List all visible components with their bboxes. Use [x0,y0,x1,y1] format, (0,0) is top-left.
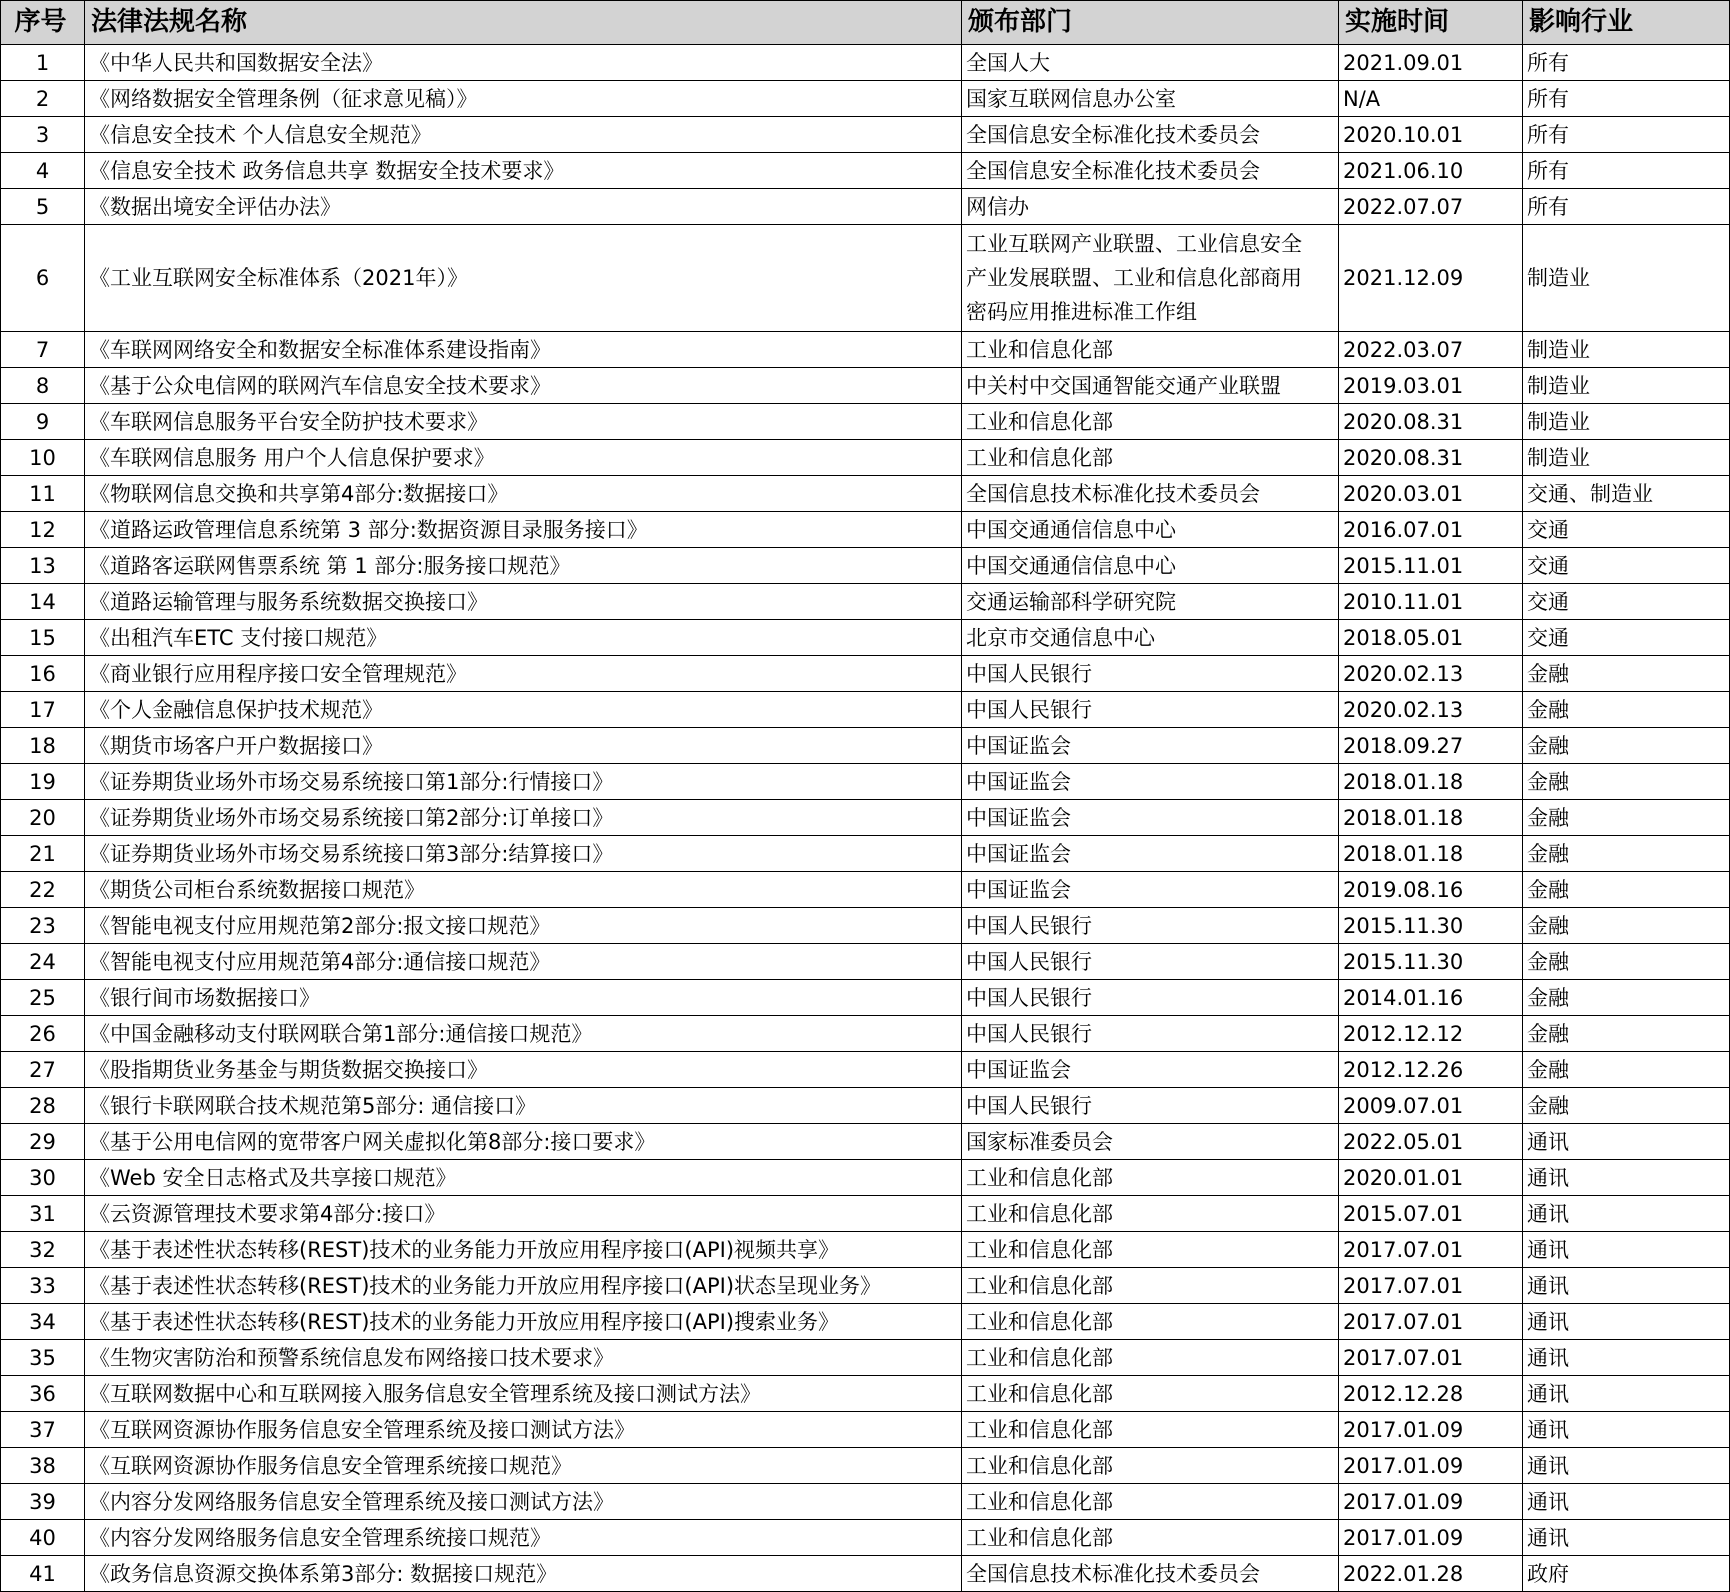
row-number: 25 [1,980,85,1016]
regulation-name: 《中华人民共和国数据安全法》 [85,45,962,81]
affected-industry: 金融 [1523,800,1730,836]
issuing-department: 中国交通通信信息中心 [962,512,1339,548]
table-row [1,1412,1730,1448]
row-number: 15 [1,620,85,656]
issuing-department: 中国证监会 [962,728,1339,764]
issuing-department: 全国信息安全标准化技术委员会 [962,153,1339,189]
affected-industry: 金融 [1523,980,1730,1016]
row-number: 6 [1,225,85,332]
regulation-name: 《银行间市场数据接口》 [85,980,962,1016]
issuing-department: 工业和信息化部 [962,1376,1339,1412]
affected-industry: 通讯 [1523,1268,1730,1304]
header-name: 法律法规名称 [85,1,962,45]
table-row [1,332,1730,368]
effective-date: 2021.06.10 [1339,153,1523,189]
regulation-name: 《银行卡联网联合技术规范第5部分: 通信接口》 [85,1088,962,1124]
effective-date: 2017.07.01 [1339,1268,1523,1304]
effective-date: 2018.01.18 [1339,836,1523,872]
table-row [1,81,1730,117]
affected-industry: 通讯 [1523,1232,1730,1268]
regulation-name: 《信息安全技术 政务信息共享 数据安全技术要求》 [85,153,962,189]
row-number: 40 [1,1520,85,1556]
effective-date: 2016.07.01 [1339,512,1523,548]
issuing-department: 中国人民银行 [962,980,1339,1016]
table-row [1,1232,1730,1268]
row-number: 21 [1,836,85,872]
table-row [1,836,1730,872]
regulation-name: 《证券期货业场外市场交易系统接口第1部分:行情接口》 [85,764,962,800]
regulation-name: 《工业互联网安全标准体系（2021年）》 [85,225,962,332]
issuing-department: 工业和信息化部 [962,1232,1339,1268]
effective-date: 2017.01.09 [1339,1448,1523,1484]
table-row [1,1124,1730,1160]
regulation-name: 《商业银行应用程序接口安全管理规范》 [85,656,962,692]
affected-industry: 政府 [1523,1556,1730,1592]
effective-date: 2015.07.01 [1339,1196,1523,1232]
affected-industry: 通讯 [1523,1520,1730,1556]
issuing-department: 国家互联网信息办公室 [962,81,1339,117]
row-number: 30 [1,1160,85,1196]
issuing-department [962,225,1339,332]
regulation-name: 《信息安全技术 个人信息安全规范》 [85,117,962,153]
issuing-department: 中国人民银行 [962,1016,1339,1052]
affected-industry: 通讯 [1523,1448,1730,1484]
table-row [1,1556,1730,1592]
effective-date: 2019.08.16 [1339,872,1523,908]
effective-date: 2017.07.01 [1339,1340,1523,1376]
effective-date: 2015.11.01 [1339,548,1523,584]
table-row [1,1340,1730,1376]
table-row [1,980,1730,1016]
effective-date: 2018.01.18 [1339,764,1523,800]
header-date: 实施时间 [1339,1,1523,45]
table-row [1,1304,1730,1340]
effective-date: 2022.03.07 [1339,332,1523,368]
row-number: 10 [1,440,85,476]
effective-date: 2017.01.09 [1339,1484,1523,1520]
table-row [1,117,1730,153]
issuing-department: 中国证监会 [962,872,1339,908]
effective-date: 2021.12.09 [1339,225,1523,332]
row-number: 22 [1,872,85,908]
row-number: 31 [1,1196,85,1232]
regulation-name: 《车联网网络安全和数据安全标准体系建设指南》 [85,332,962,368]
issuing-department: 中国证监会 [962,800,1339,836]
issuing-department: 工业和信息化部 [962,1520,1339,1556]
issuing-department: 交通运输部科学研究院 [962,584,1339,620]
issuing-department: 中国人民银行 [962,692,1339,728]
regulation-name: 《基于表述性状态转移(REST)技术的业务能力开放应用程序接口(API)视频共享》 [85,1232,962,1268]
regulation-name: 《基于表述性状态转移(REST)技术的业务能力开放应用程序接口(API)状态呈现业务》 [85,1268,962,1304]
issuing-department: 工业和信息化部 [962,1448,1339,1484]
table-row [1,872,1730,908]
effective-date: 2017.01.09 [1339,1520,1523,1556]
effective-date: 2010.11.01 [1339,584,1523,620]
table-row [1,189,1730,225]
effective-date: 2020.10.01 [1339,117,1523,153]
effective-date: 2012.12.26 [1339,1052,1523,1088]
effective-date: 2021.09.01 [1339,45,1523,81]
row-number: 1 [1,45,85,81]
issuing-department: 中国人民银行 [962,656,1339,692]
affected-industry: 金融 [1523,1088,1730,1124]
row-number: 34 [1,1304,85,1340]
affected-industry: 交通 [1523,512,1730,548]
regulation-name: 《期货市场客户开户数据接口》 [85,728,962,764]
affected-industry: 金融 [1523,692,1730,728]
regulation-name: 《个人金融信息保护技术规范》 [85,692,962,728]
affected-industry: 通讯 [1523,1124,1730,1160]
row-number: 11 [1,476,85,512]
affected-industry: 制造业 [1523,225,1730,332]
effective-date: 2019.03.01 [1339,368,1523,404]
regulation-name: 《智能电视支付应用规范第4部分:通信接口规范》 [85,944,962,980]
regulation-name: 《互联网资源协作服务信息安全管理系统及接口测试方法》 [85,1412,962,1448]
effective-date: 2020.03.01 [1339,476,1523,512]
affected-industry: 所有 [1523,153,1730,189]
issuing-department: 中国人民银行 [962,944,1339,980]
regulation-name: 《内容分发网络服务信息安全管理系统接口规范》 [85,1520,962,1556]
regulation-name: 《中国金融移动支付联网联合第1部分:通信接口规范》 [85,1016,962,1052]
issuing-department: 工业和信息化部 [962,1484,1339,1520]
affected-industry: 通讯 [1523,1304,1730,1340]
regulation-name: 《车联网信息服务平台安全防护技术要求》 [85,404,962,440]
issuing-department: 中国人民银行 [962,1088,1339,1124]
regulation-name: 《生物灾害防治和预警系统信息发布网络接口技术要求》 [85,1340,962,1376]
effective-date: 2020.02.13 [1339,692,1523,728]
table-row [1,225,1730,332]
regulation-name: 《股指期货业务基金与期货数据交换接口》 [85,1052,962,1088]
affected-industry: 制造业 [1523,440,1730,476]
row-number: 36 [1,1376,85,1412]
affected-industry: 通讯 [1523,1412,1730,1448]
row-number: 4 [1,153,85,189]
header-no: 序号 [1,1,85,45]
table-row [1,548,1730,584]
regulation-name: 《政务信息资源交换体系第3部分: 数据接口规范》 [85,1556,962,1592]
regulation-name: 《智能电视支付应用规范第2部分:报文接口规范》 [85,908,962,944]
issuing-department: 全国信息技术标准化技术委员会 [962,1556,1339,1592]
regulation-name: 《互联网资源协作服务信息安全管理系统接口规范》 [85,1448,962,1484]
issuer-line: 工业互联网产业联盟、工业信息安全 [966,232,1302,256]
effective-date: 2020.02.13 [1339,656,1523,692]
regulation-name: 《数据出境安全评估办法》 [85,189,962,225]
table-row [1,45,1730,81]
table-header [1,1,1730,45]
affected-industry: 所有 [1523,117,1730,153]
row-number: 19 [1,764,85,800]
header-issuer: 颁布部门 [962,1,1339,45]
regulation-name: 《车联网信息服务 用户个人信息保护要求》 [85,440,962,476]
affected-industry: 制造业 [1523,404,1730,440]
effective-date: 2022.05.01 [1339,1124,1523,1160]
affected-industry: 制造业 [1523,368,1730,404]
regulation-name: 《内容分发网络服务信息安全管理系统及接口测试方法》 [85,1484,962,1520]
issuing-department: 中国证监会 [962,1052,1339,1088]
issuing-department: 工业和信息化部 [962,1340,1339,1376]
row-number: 23 [1,908,85,944]
table-row [1,764,1730,800]
row-number: 24 [1,944,85,980]
issuing-department: 工业和信息化部 [962,332,1339,368]
effective-date: 2017.07.01 [1339,1304,1523,1340]
affected-industry: 交通 [1523,620,1730,656]
effective-date: 2017.07.01 [1339,1232,1523,1268]
table-row [1,656,1730,692]
effective-date: 2018.09.27 [1339,728,1523,764]
issuing-department: 工业和信息化部 [962,1412,1339,1448]
effective-date: 2014.01.16 [1339,980,1523,1016]
table-row [1,728,1730,764]
regulation-name: 《出租汽车ETC 支付接口规范》 [85,620,962,656]
regulation-name: 《道路运输管理与服务系统数据交换接口》 [85,584,962,620]
effective-date: 2022.07.07 [1339,189,1523,225]
regulation-name: 《道路运政管理信息系统第 3 部分:数据资源目录服务接口》 [85,512,962,548]
issuing-department: 中国人民银行 [962,908,1339,944]
regulation-name: 《云资源管理技术要求第4部分:接口》 [85,1196,962,1232]
row-number: 41 [1,1556,85,1592]
issuing-department: 北京市交通信息中心 [962,620,1339,656]
row-number: 13 [1,548,85,584]
issuing-department: 网信办 [962,189,1339,225]
affected-industry: 金融 [1523,1016,1730,1052]
table-row [1,944,1730,980]
effective-date: 2015.11.30 [1339,908,1523,944]
row-number: 5 [1,189,85,225]
affected-industry: 通讯 [1523,1160,1730,1196]
table-row [1,1268,1730,1304]
regulation-name: 《基于公众电信网的联网汽车信息安全技术要求》 [85,368,962,404]
affected-industry: 金融 [1523,1052,1730,1088]
issuing-department: 工业和信息化部 [962,1268,1339,1304]
effective-date: 2012.12.12 [1339,1016,1523,1052]
issuing-department: 中国证监会 [962,764,1339,800]
effective-date: 2020.08.31 [1339,440,1523,476]
affected-industry: 金融 [1523,872,1730,908]
issuer-line: 产业发展联盟、工业和信息化部商用 [966,266,1302,290]
regulation-name: 《基于表述性状态转移(REST)技术的业务能力开放应用程序接口(API)搜索业务》 [85,1304,962,1340]
effective-date: 2020.01.01 [1339,1160,1523,1196]
issuing-department: 全国信息技术标准化技术委员会 [962,476,1339,512]
affected-industry: 通讯 [1523,1484,1730,1520]
regulation-name: 《证券期货业场外市场交易系统接口第3部分:结算接口》 [85,836,962,872]
issuing-department: 工业和信息化部 [962,404,1339,440]
effective-date: 2015.11.30 [1339,944,1523,980]
table-row [1,368,1730,404]
affected-industry: 金融 [1523,728,1730,764]
header-row [1,1,1730,45]
effective-date: 2012.12.28 [1339,1376,1523,1412]
affected-industry: 交通 [1523,548,1730,584]
table-row [1,584,1730,620]
table-row [1,404,1730,440]
regulation-name: 《物联网信息交换和共享第4部分:数据接口》 [85,476,962,512]
table-row [1,1196,1730,1232]
row-number: 9 [1,404,85,440]
affected-industry: 制造业 [1523,332,1730,368]
effective-date: 2017.01.09 [1339,1412,1523,1448]
regulation-name: 《证券期货业场外市场交易系统接口第2部分:订单接口》 [85,800,962,836]
effective-date: 2020.08.31 [1339,404,1523,440]
affected-industry: 金融 [1523,656,1730,692]
row-number: 33 [1,1268,85,1304]
effective-date: 2018.01.18 [1339,800,1523,836]
regulation-name: 《互联网数据中心和互联网接入服务信息安全管理系统及接口测试方法》 [85,1376,962,1412]
row-number: 37 [1,1412,85,1448]
table-row [1,440,1730,476]
issuing-department: 工业和信息化部 [962,1304,1339,1340]
issuing-department: 中国交通通信信息中心 [962,548,1339,584]
table-row [1,1016,1730,1052]
issuing-department: 全国信息安全标准化技术委员会 [962,117,1339,153]
affected-industry: 交通 [1523,584,1730,620]
affected-industry: 通讯 [1523,1340,1730,1376]
regulation-name: 《基于公用电信网的宽带客户网关虚拟化第8部分:接口要求》 [85,1124,962,1160]
effective-date: 2018.05.01 [1339,620,1523,656]
table-row [1,153,1730,189]
affected-industry: 交通、制造业 [1523,476,1730,512]
issuing-department: 中关村中交国通智能交通产业联盟 [962,368,1339,404]
regulation-name: 《Web 安全日志格式及共享接口规范》 [85,1160,962,1196]
issuing-department: 国家标准委员会 [962,1124,1339,1160]
table-row [1,1376,1730,1412]
table-row [1,1448,1730,1484]
effective-date: 2022.01.28 [1339,1556,1523,1592]
affected-industry: 金融 [1523,908,1730,944]
affected-industry: 金融 [1523,944,1730,980]
affected-industry: 所有 [1523,81,1730,117]
issuing-department: 工业和信息化部 [962,440,1339,476]
affected-industry: 所有 [1523,189,1730,225]
row-number: 26 [1,1016,85,1052]
affected-industry: 金融 [1523,836,1730,872]
table-body [1,45,1730,1592]
issuing-department: 工业和信息化部 [962,1160,1339,1196]
regulation-name: 《网络数据安全管理条例（征求意见稿）》 [85,81,962,117]
issuer-line: 密码应用推进标准工作组 [966,300,1197,324]
regulation-name: 《期货公司柜台系统数据接口规范》 [85,872,962,908]
table-row [1,512,1730,548]
row-number: 17 [1,692,85,728]
row-number: 32 [1,1232,85,1268]
issuing-department: 中国证监会 [962,836,1339,872]
row-number: 18 [1,728,85,764]
affected-industry: 通讯 [1523,1376,1730,1412]
row-number: 20 [1,800,85,836]
row-number: 12 [1,512,85,548]
row-number: 8 [1,368,85,404]
table-row [1,1520,1730,1556]
table-row [1,476,1730,512]
table-row [1,800,1730,836]
row-number: 35 [1,1340,85,1376]
row-number: 16 [1,656,85,692]
row-number: 39 [1,1484,85,1520]
row-number: 38 [1,1448,85,1484]
affected-industry: 金融 [1523,764,1730,800]
regulation-name: 《道路客运联网售票系统 第 1 部分:服务接口规范》 [85,548,962,584]
affected-industry: 通讯 [1523,1196,1730,1232]
row-number: 7 [1,332,85,368]
effective-date: 2009.07.01 [1339,1088,1523,1124]
row-number: 14 [1,584,85,620]
table-row [1,692,1730,728]
table-row [1,1088,1730,1124]
table-row [1,908,1730,944]
table-row [1,620,1730,656]
row-number: 3 [1,117,85,153]
table-row [1,1052,1730,1088]
table-row [1,1484,1730,1520]
affected-industry: 所有 [1523,45,1730,81]
row-number: 28 [1,1088,85,1124]
table-row [1,1160,1730,1196]
header-industry: 影响行业 [1523,1,1730,45]
row-number: 2 [1,81,85,117]
issuing-department: 工业和信息化部 [962,1196,1339,1232]
effective-date: N/A [1339,81,1523,117]
row-number: 27 [1,1052,85,1088]
row-number: 29 [1,1124,85,1160]
issuing-department: 全国人大 [962,45,1339,81]
